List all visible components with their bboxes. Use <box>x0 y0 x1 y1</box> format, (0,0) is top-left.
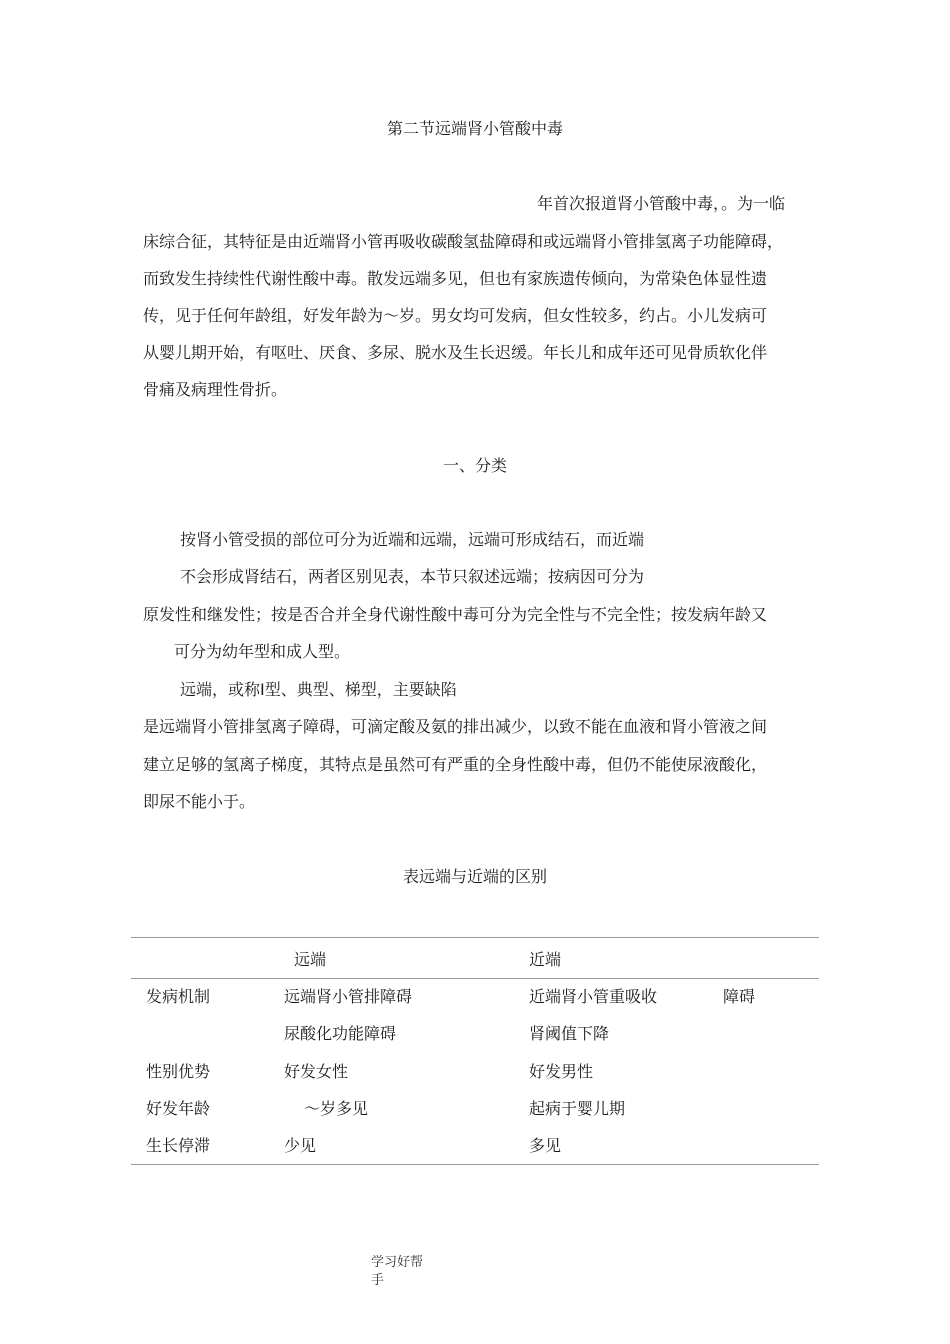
intro-line: 床综合征，其特征是由近端肾小管再吸收碳酸氢盐障碍和或远端肾小管排氢离子功能障碍， <box>143 232 784 251</box>
table-cell-distal: ～岁多见 <box>304 1099 369 1118</box>
table-cell-distal: 少见 <box>284 1136 317 1155</box>
intro-line: 骨痛及病理性骨折。 <box>143 380 288 399</box>
table-row-label: 发病机制 <box>146 987 211 1006</box>
body-line: 是远端肾小管排氢离子障碍，可滴定酸及氨的排出减少，以致不能在血液和肾小管液之间 <box>143 717 768 736</box>
table-row-label: 性别优势 <box>146 1062 211 1081</box>
table-header-proximal: 近端 <box>529 950 562 969</box>
body-line: 不会形成肾结石，两者区别见表，本节只叙述远端；按病因可分为 <box>180 567 645 586</box>
intro-line: 而致发生持续性代谢性酸中毒。散发远端多见，但也有家族遗传倾向，为常染色体显性遗 <box>143 269 768 288</box>
intro-line: 传，见于任何年龄组，好发年龄为～岁。男女均可发病，但女性较多，约占。小儿发病可 <box>143 306 768 325</box>
table-cell-proximal-extra: 障碍 <box>723 987 756 1006</box>
table-cell-proximal: 近端肾小管重吸收 <box>529 987 658 1006</box>
page-title: 第二节远端肾小管酸中毒 <box>386 119 563 138</box>
table-cell-proximal: 多见 <box>529 1136 562 1155</box>
body-line: 远端，或称Ⅰ型、典型、梯型，主要缺陷 <box>180 680 457 699</box>
section-heading: 一、分类 <box>442 456 507 475</box>
intro-line: 年首次报道肾小管酸中毒，。为一临 <box>537 194 786 213</box>
table-caption: 表远端与近端的区别 <box>402 867 547 886</box>
table-cell-distal: 远端肾小管排障碍 <box>284 987 413 1006</box>
intro-line: 从婴儿期开始，有呕吐、厌食、多尿、脱水及生长迟缓。年长儿和成年还可见骨质软化伴 <box>143 343 768 362</box>
table-cell-proximal: 好发男性 <box>529 1062 594 1081</box>
body-line: 按肾小管受损的部位可分为近端和远端，远端可形成结石，而近端 <box>180 530 645 549</box>
body-line: 可分为幼年型和成人型。 <box>174 642 351 661</box>
footer-line: 学习好帮 <box>371 1255 424 1270</box>
body-line: 建立足够的氢离子梯度，其特点是虽然可有严重的全身性酸中毒，但仍不能使尿液酸化， <box>143 755 768 774</box>
table-cell-proximal: 肾阈值下降 <box>529 1024 610 1043</box>
table-cell-proximal: 起病于婴儿期 <box>529 1099 626 1118</box>
table-cell-distal: 尿酸化功能障碍 <box>284 1024 397 1043</box>
table-cell-distal: 好发女性 <box>284 1062 349 1081</box>
footer-line: 手 <box>371 1273 385 1288</box>
table-header-rule <box>131 978 819 979</box>
table-header-distal: 远端 <box>294 950 327 969</box>
table-row-label: 生长停滞 <box>146 1136 211 1155</box>
table-top-rule <box>131 937 819 938</box>
table-bottom-rule <box>131 1164 819 1165</box>
body-line: 即尿不能小于。 <box>143 792 256 811</box>
body-line: 原发性和继发性；按是否合并全身代谢性酸中毒可分为完全性与不完全性；按发病年龄又 <box>143 605 768 624</box>
page-footer <box>371 1254 431 1290</box>
table-row-label: 好发年龄 <box>146 1099 211 1118</box>
